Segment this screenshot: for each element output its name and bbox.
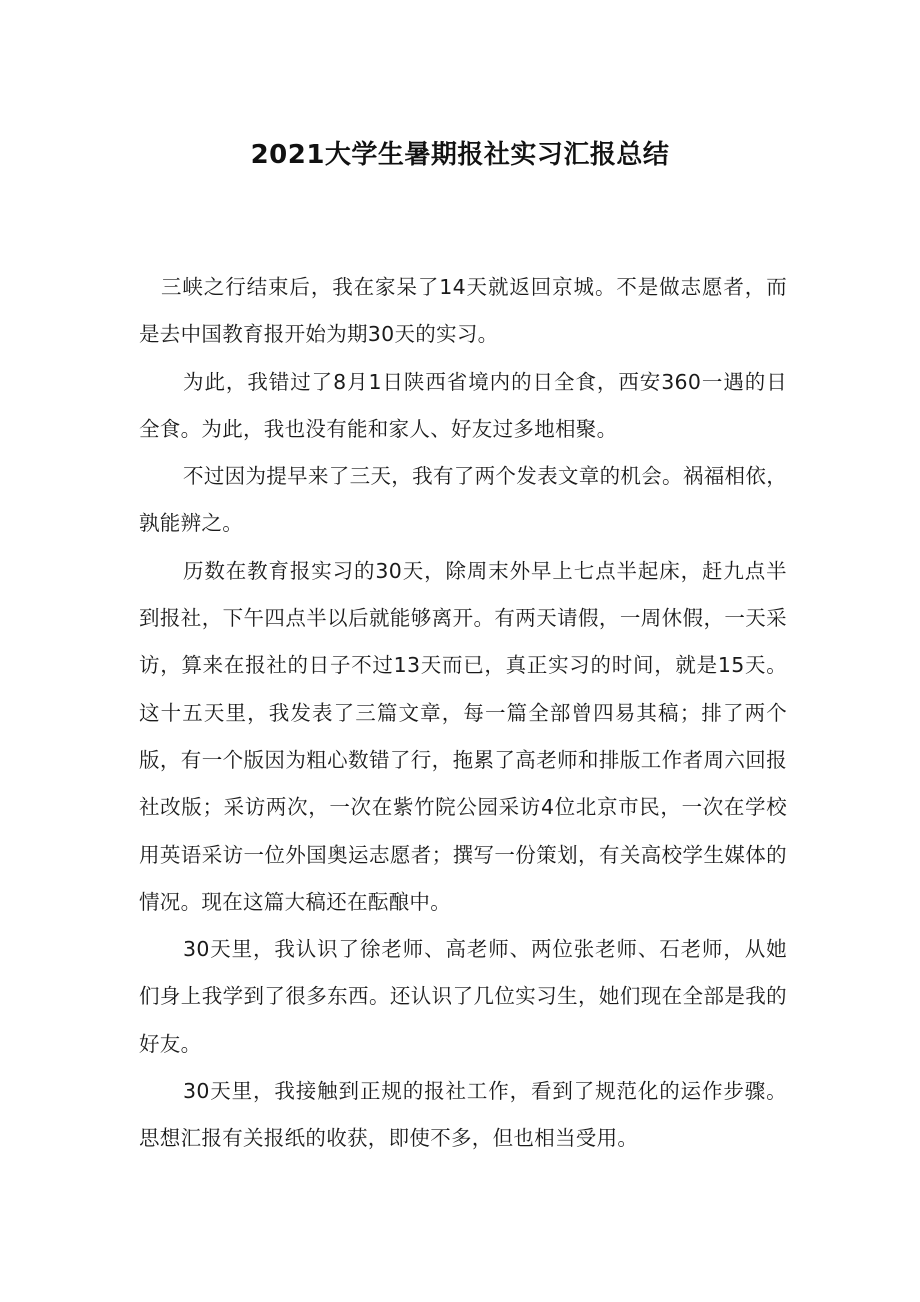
paragraph: 三峡之行结束后，我在家呆了14天就返回京城。不是做志愿者，而是去中国教育报开始为期30天的实习。 xyxy=(139,275,787,347)
document-title: 2021大学生暑期报社实习汇报总结 xyxy=(250,140,670,171)
document-body xyxy=(139,264,787,1163)
paragraph: 历数在教育报实习的30天，除周末外早上七点半起床，赶九点半到报社，下午四点半以后就能够离开。有两天请假，一周休假，一天采访，算来在报社的日子不过13天而已，真正实习的时间，就是15天。这十五天里，我发表了三篇文章，每一篇全部曾四易其稿；排了两个版，有一个版因为粗心数错了行，拖累了高老师和排版工作者周六回报社改版；采访两次，一次在紫竹院公园采访4位北京市民，一次在学校用英语采访一位外国奥运志愿者；撰写一份策划，有关高校学生媒体的情况。现在这篇大稿还在酝酿中。 xyxy=(139,558,787,914)
paragraph: 30天里，我认识了徐老师、高老师、两位张老师、石老师，从她们身上我学到了很多东西。还认识了几位实习生，她们现在全部是我的好友。 xyxy=(139,937,787,1056)
paragraph: 30天里，我接触到正规的报社工作，看到了规范化的运作步骤。思想汇报有关报纸的收获，即使不多，但也相当受用。 xyxy=(139,1079,787,1151)
paragraph: 为此，我错过了8月1日陕西省境内的日全食，西安360一遇的日全食。为此，我也没有能和家人、好友过多地相聚。 xyxy=(139,369,787,441)
paragraph: 不过因为提早来了三天，我有了两个发表文章的机会。祸福相依，孰能辨之。 xyxy=(139,464,787,536)
